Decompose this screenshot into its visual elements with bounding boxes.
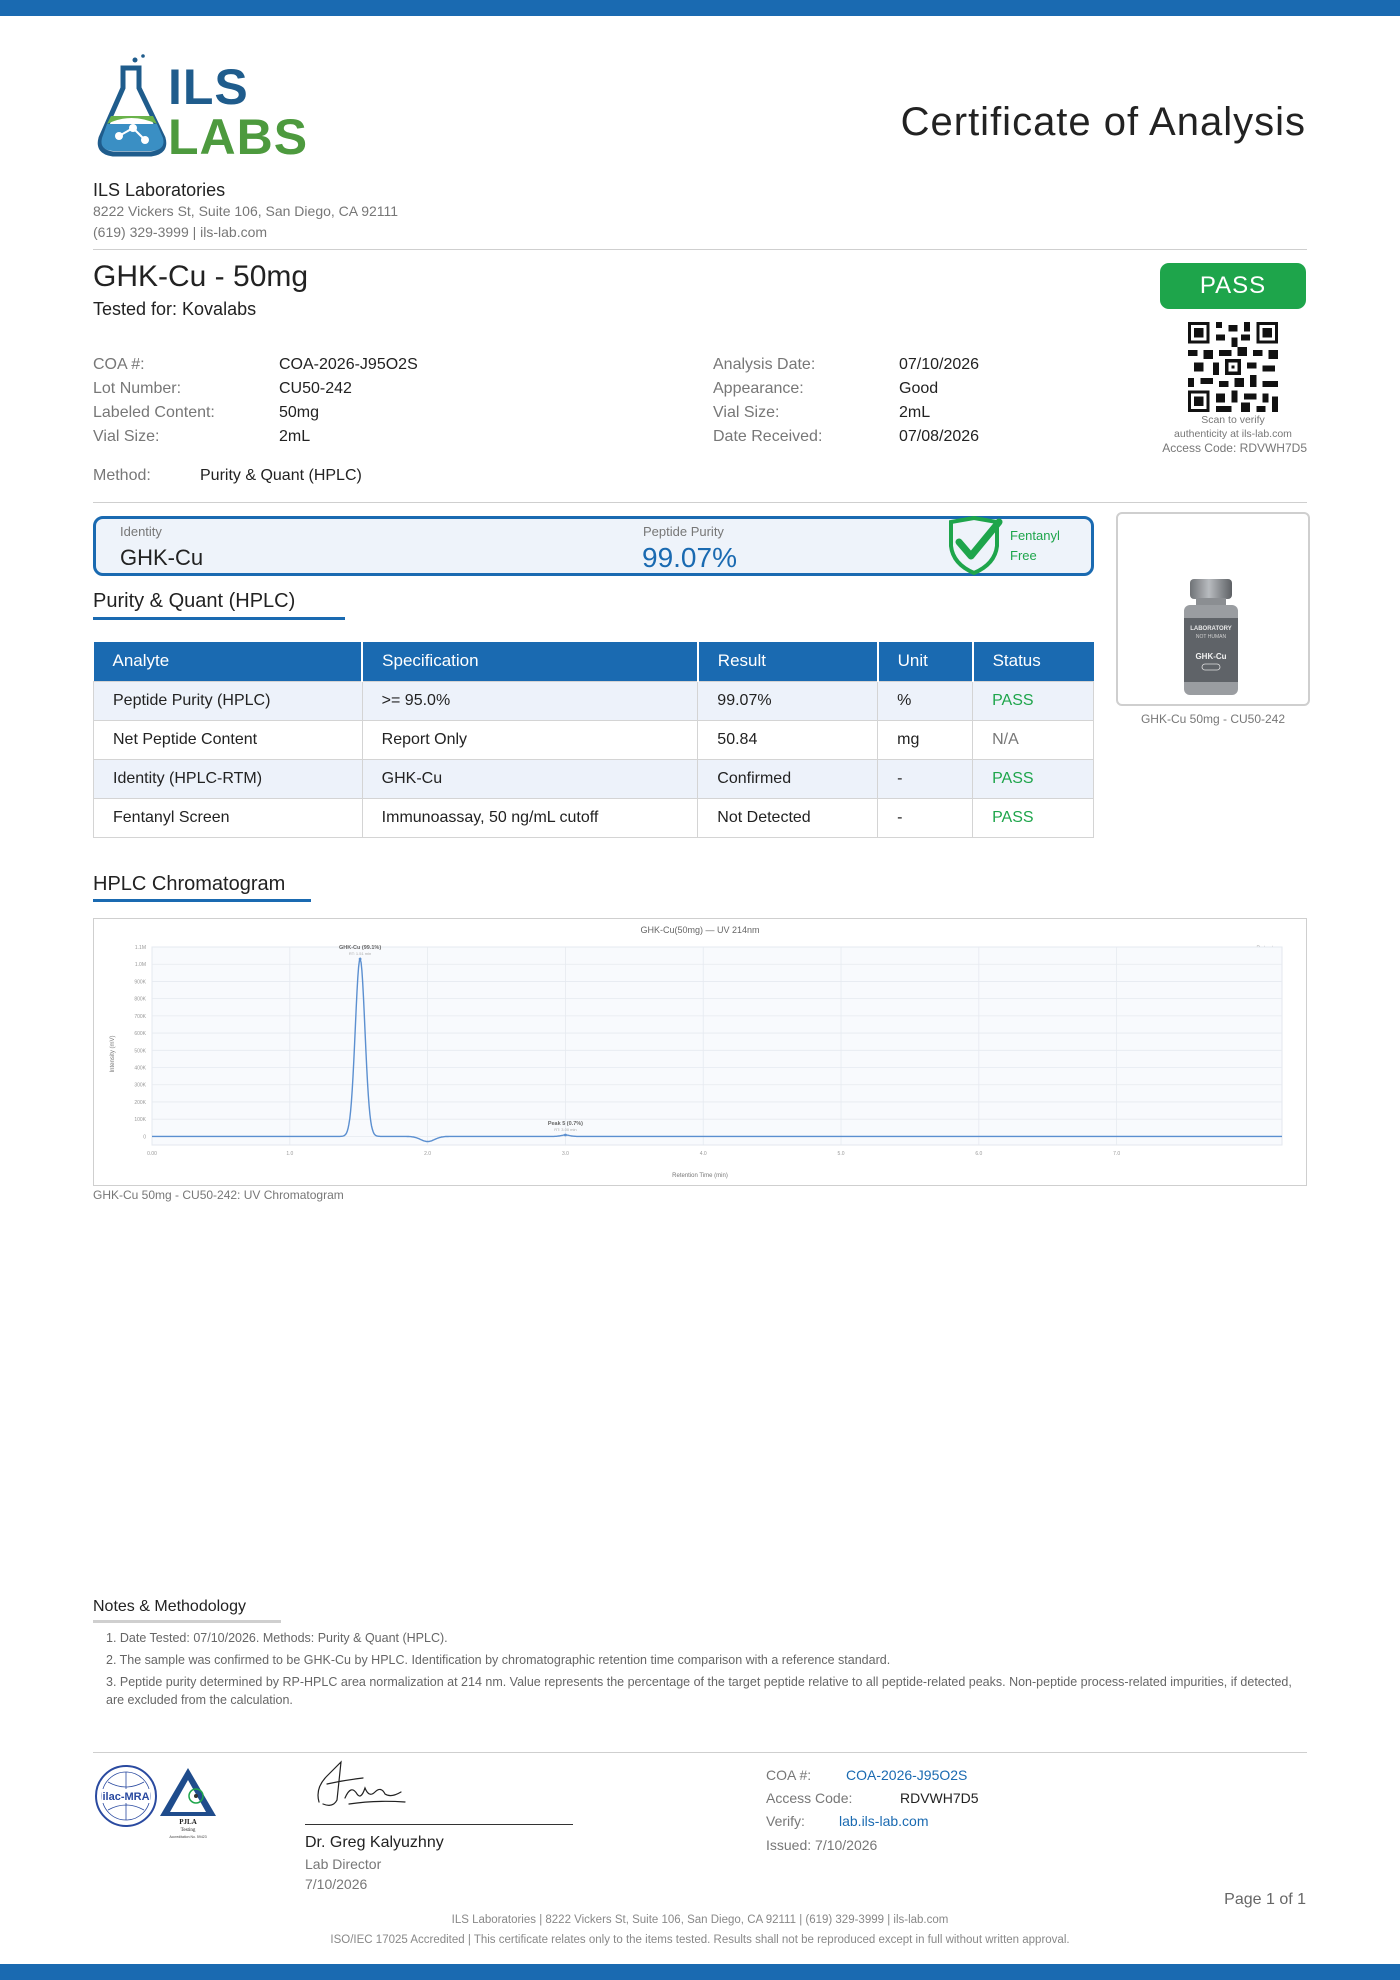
top-accent-bar <box>0 0 1400 16</box>
cell-result: 99.07% <box>698 681 878 720</box>
chromatogram-section-underline <box>93 899 311 902</box>
shield-check-icon <box>945 516 1003 576</box>
logo-wordmark-ils: ILS <box>168 59 249 115</box>
header-divider <box>93 249 1307 250</box>
cell-status: N/A <box>973 720 1094 759</box>
notes-list <box>106 1629 1306 1713</box>
peak-sublabel: RT: 1.51 min <box>348 951 372 957</box>
cell-analyte: Fentanyl Screen <box>94 798 363 837</box>
y-tick-label: 300K <box>134 1082 146 1089</box>
purity-value: 99.07% <box>642 542 737 573</box>
footer-coa-label: COA #: <box>766 1767 812 1783</box>
chart-xlabel: Retention Time (min) <box>672 1173 728 1179</box>
peak-label: GHK-Cu (99.1%) <box>338 945 382 952</box>
bottom-accent-bar <box>0 1964 1400 1980</box>
document-title: Certificate of Analysis <box>900 100 1306 144</box>
qr-code-icon[interactable] <box>1188 322 1278 412</box>
vial-label-top: LABORATORY <box>1190 626 1232 632</box>
y-tick-label: 1.1M <box>134 945 146 951</box>
fentanyl-line2: Free <box>1010 548 1037 563</box>
y-tick-label: 1.0M <box>134 962 146 969</box>
meta-right-label: Appearance: <box>713 380 804 397</box>
peak-marker <box>359 958 362 961</box>
table-row <box>94 720 1094 759</box>
meta-left-value: 2mL <box>279 428 311 445</box>
y-tick-label: 700K <box>134 1013 146 1020</box>
lab-name: ILS Laboratories <box>93 180 226 200</box>
cell-analyte: Net Peptide Content <box>94 720 363 759</box>
verify-link[interactable]: lab.ils-lab.com <box>839 1813 929 1829</box>
meta-right-value: 2mL <box>899 404 931 421</box>
notes-title: Notes & Methodology <box>93 1598 246 1615</box>
signature-line <box>305 1824 573 1825</box>
y-tick-label: 200K <box>134 1099 146 1106</box>
ilac-mra-seal-icon <box>94 1764 158 1828</box>
vial-photo <box>1116 512 1310 706</box>
meta-right-label: Analysis Date: <box>713 356 816 373</box>
cell-spec: GHK-Cu <box>362 759 698 798</box>
x-tick-label: 5.0 <box>837 1151 845 1157</box>
lab-contact: (619) 329-3999 | ils-lab.com <box>93 224 268 240</box>
signatory-role: Lab Director <box>305 1856 382 1872</box>
x-tick-label: 4.0 <box>699 1151 707 1157</box>
cell-spec: Immunoassay, 50 ng/mL cutoff <box>362 798 698 837</box>
results-section-title: Purity & Quant (HPLC) <box>93 590 296 612</box>
vial-photo-caption: GHK-Cu 50mg - CU50-242 <box>1140 712 1286 726</box>
footer-verify-label: Verify: <box>766 1813 805 1829</box>
col-result: Result <box>698 642 878 681</box>
cell-unit: mg <box>878 720 973 759</box>
meta-right-value: 07/08/2026 <box>899 428 980 445</box>
cell-status: PASS <box>973 681 1094 720</box>
chart-ylabel: Intensity (mV) <box>110 1035 116 1073</box>
pjla-sub: Testing <box>180 1828 196 1833</box>
x-tick-label: 1.0 <box>286 1151 294 1157</box>
cell-result: 50.84 <box>698 720 878 759</box>
ilac-text: ilac-MRA <box>102 1791 150 1803</box>
chart-grid <box>152 947 1282 1145</box>
chart-title: GHK-Cu(50mg) — UV 214nm <box>640 925 760 935</box>
table-row <box>94 681 1094 720</box>
meta-left-label: Vial Size: <box>93 428 160 445</box>
page-number: Page 1 of 1 <box>1224 1891 1306 1908</box>
x-tick-label: 2.0 <box>424 1151 432 1157</box>
footer-divider <box>93 1752 1307 1753</box>
meta-left-label: Labeled Content: <box>93 404 215 421</box>
qr-caption-line1: Scan to verify <box>1201 414 1265 426</box>
access-code-header: Access Code: RDVWH7D5 <box>1162 441 1307 455</box>
footer-line-2: ISO/IEC 17025 Accredited | This certificate relates only to the items tested. Results shall not be reproduced except in full without written approval. <box>330 1934 1070 1946</box>
identity-banner <box>93 516 1094 576</box>
results-section-underline <box>93 617 345 620</box>
meta-right-label: Date Received: <box>713 428 823 445</box>
chromatogram-frame <box>93 918 1307 1186</box>
x-tick-label: 6.0 <box>975 1151 983 1157</box>
y-tick-label: 500K <box>134 1048 146 1055</box>
meta-left-value: CU50-242 <box>279 380 352 397</box>
notes-underline <box>93 1620 281 1623</box>
peak-sublabel: RT: 3.00 min <box>554 1127 577 1133</box>
x-tick-label: 7.0 <box>1113 1151 1121 1157</box>
cell-unit: - <box>878 798 973 837</box>
y-tick-label: 800K <box>134 996 146 1003</box>
cell-result: Confirmed <box>698 759 878 798</box>
signature-image <box>305 1758 425 1816</box>
meta-right-value: Good <box>899 380 939 397</box>
cell-spec: Report Only <box>362 720 698 759</box>
x-tick-label: 0.00 <box>147 1151 157 1157</box>
cell-unit: - <box>878 759 973 798</box>
results-header-row <box>94 642 1094 681</box>
col-specification: Specification <box>362 642 698 681</box>
overall-pass-badge: PASS <box>1160 263 1306 309</box>
meta-right-label: Vial Size: <box>713 404 780 421</box>
pjla-accreditation-icon <box>158 1766 218 1840</box>
footer-access-label: Access Code: <box>766 1790 853 1806</box>
lab-address: 8222 Vickers St, Suite 106, San Diego, CA 92111 <box>93 203 399 219</box>
plot-area <box>152 947 1282 1145</box>
cell-unit: % <box>878 681 973 720</box>
table-row <box>94 798 1094 837</box>
chromatogram-caption: GHK-Cu 50mg - CU50-242: UV Chromatogram <box>93 1188 344 1202</box>
meta-left-label: Lot Number: <box>93 380 182 397</box>
peak-marker <box>564 1134 567 1137</box>
footer-coa-value[interactable]: COA-2026-J95O2S <box>846 1767 968 1783</box>
cell-result: Not Detected <box>698 798 878 837</box>
identity-label: Identity <box>120 524 162 539</box>
cell-analyte: Peptide Purity (HPLC) <box>94 681 363 720</box>
signatory-name: Dr. Greg Kalyuzhny <box>305 1834 444 1851</box>
vial-image <box>1118 514 1308 704</box>
pjla-text: PJLA <box>179 1818 197 1826</box>
meta-left-label: COA #: <box>93 356 145 373</box>
footer-access-value: RDVWH7D5 <box>900 1790 979 1806</box>
qr-caption <box>1155 413 1311 441</box>
cell-status: PASS <box>973 759 1094 798</box>
vial-label-name: GHK-Cu <box>1195 652 1227 661</box>
identity-value: GHK-Cu <box>120 545 204 570</box>
note-item: 2. The sample was confirmed to be GHK-Cu by HPLC. Identification by chromatographic retention time comparison with a reference standard. <box>106 1653 891 1667</box>
logo-wordmark-labs: LABS <box>168 109 309 165</box>
meta-left-value: COA-2026-J95O2S <box>279 356 418 373</box>
results-table <box>93 642 1094 838</box>
y-tick-label: 100K <box>134 1117 146 1124</box>
col-analyte: Analyte <box>94 642 363 681</box>
x-tick-label: 3.0 <box>561 1151 569 1157</box>
y-tick-label: 600K <box>134 1031 146 1038</box>
vial-label-mid: NOT HUMAN <box>1195 634 1227 640</box>
meta-left-value: 50mg <box>279 404 320 421</box>
y-tick-label: 400K <box>134 1065 146 1072</box>
meta-divider <box>93 502 1307 503</box>
chromatogram-chart <box>94 919 1306 1185</box>
footer-issued: Issued: 7/10/2026 <box>766 1837 878 1853</box>
meta-right-value: 07/10/2026 <box>899 356 980 373</box>
col-unit: Unit <box>878 642 973 681</box>
note-item: 1. Date Tested: 07/10/2026. Methods: Purity & Quant (HPLC). <box>106 1631 448 1645</box>
fentanyl-free-label <box>1010 526 1060 566</box>
footer-line-1: ILS Laboratories | 8222 Vickers St, Suite 106, San Diego, CA 92111 | (619) 329-3999 | ils-lab.com <box>451 1914 949 1926</box>
cell-status: PASS <box>973 798 1094 837</box>
cell-spec: >= 95.0% <box>362 681 698 720</box>
pjla-acc: Accreditation No. 59423 <box>169 1835 207 1839</box>
chromatogram-section-title: HPLC Chromatogram <box>93 873 286 895</box>
qr-caption-line2: authenticity at ils-lab.com <box>1174 428 1292 440</box>
col-status: Status <box>973 642 1094 681</box>
tested-for: Tested for: Kovalabs <box>93 299 257 319</box>
y-tick-label: 900K <box>134 979 146 986</box>
fentanyl-line1: Fentanyl <box>1010 528 1060 543</box>
table-row <box>94 759 1094 798</box>
method-value: Purity & Quant (HPLC) <box>200 467 362 484</box>
y-tick-label: 0 <box>143 1134 146 1141</box>
note-item: 3. Peptide purity determined by RP-HPLC area normalization at 214 nm. Value represents the percentage of the target peptide relative to all peptide-related peaks. Non-peptide process-related impurities, if detected, are excluded from the calculation. <box>106 1675 1292 1707</box>
method-label: Method: <box>93 467 151 484</box>
cell-analyte: Identity (HPLC-RTM) <box>94 759 363 798</box>
flask-icon <box>100 54 164 154</box>
purity-label: Peptide Purity <box>643 524 724 539</box>
product-name: GHK-Cu - 50mg <box>93 260 309 293</box>
peak-label: Peak 5 (0.7%) <box>547 1121 584 1128</box>
signature-date: 7/10/2026 <box>305 1876 368 1892</box>
